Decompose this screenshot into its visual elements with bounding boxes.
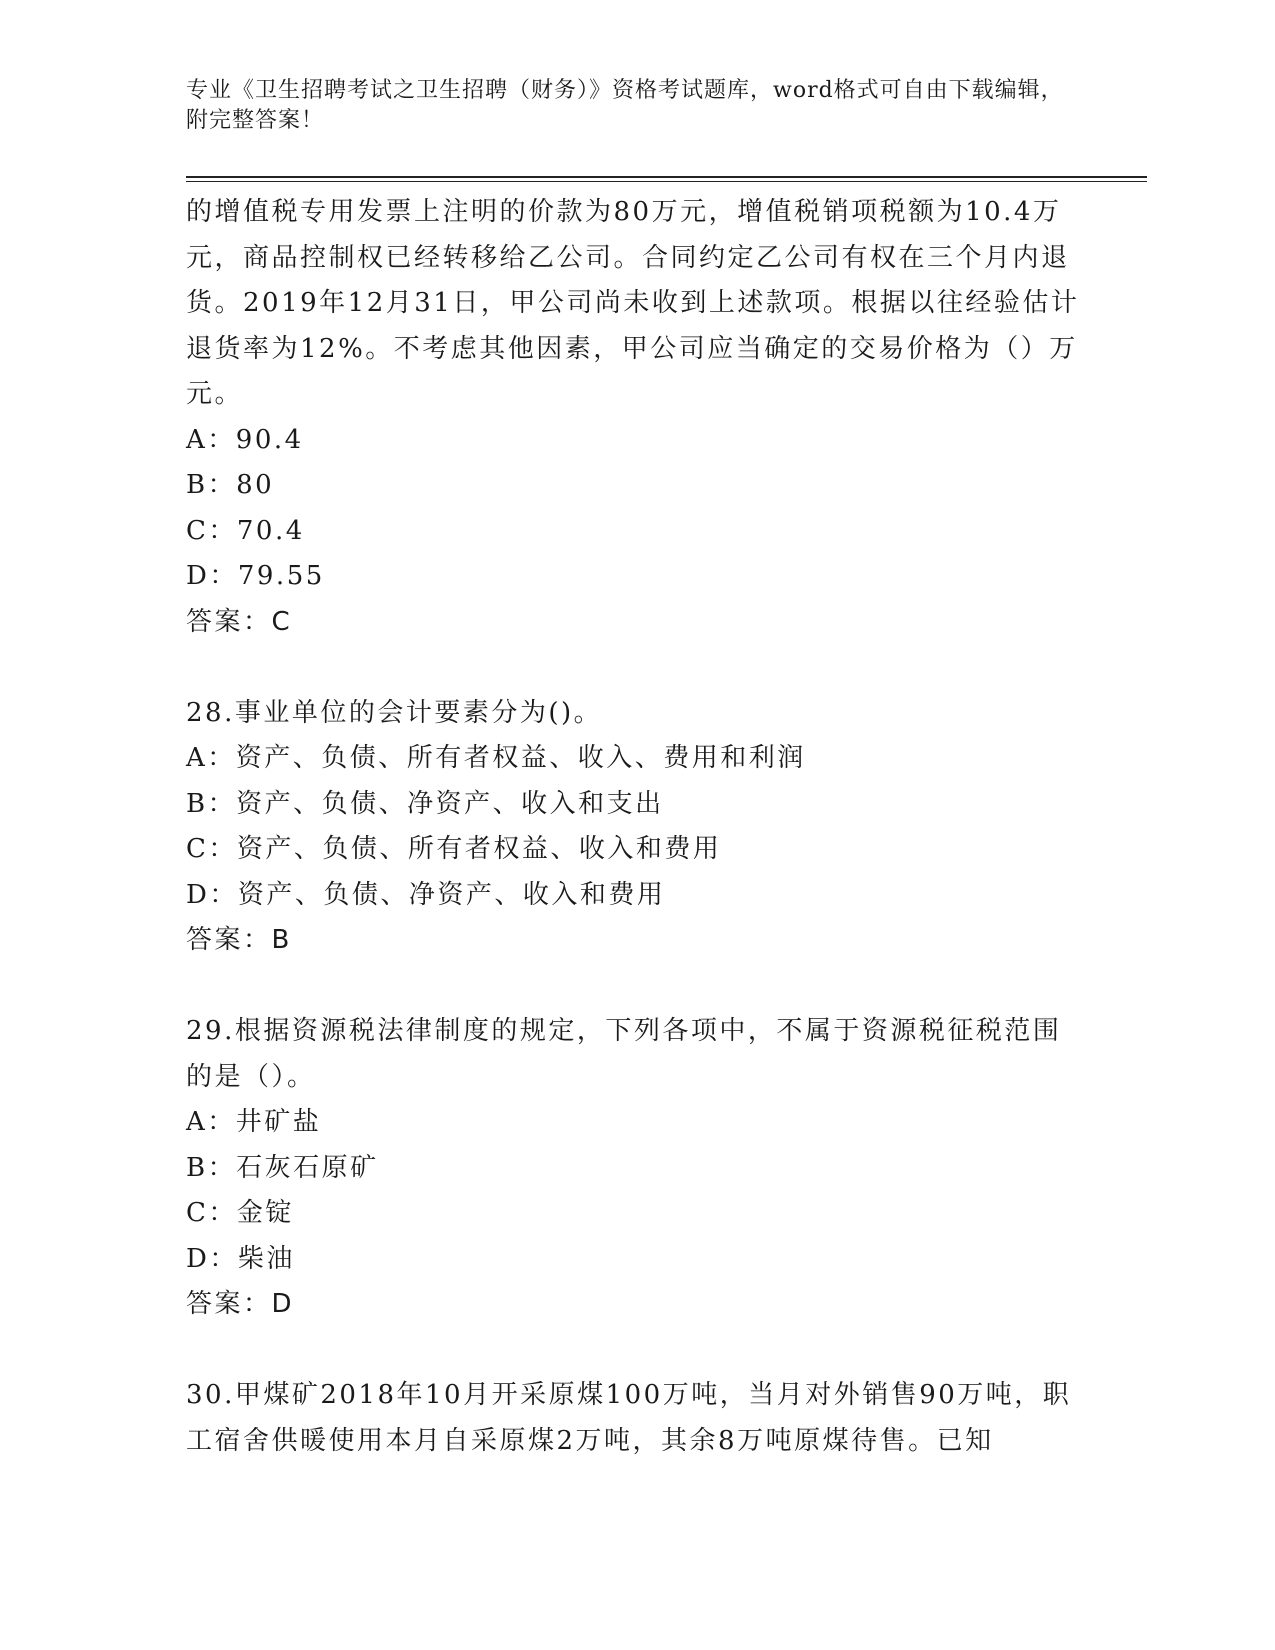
option-b: B：石灰石原矿 — [186, 1152, 379, 1183]
option-d: D：柴油 — [186, 1243, 295, 1274]
question-stem: 28.事业单位的会计要素分为()。 — [186, 697, 603, 728]
answer-line: 答案：C — [186, 606, 293, 637]
question-29 — [186, 1009, 1086, 1328]
header-rule-thin — [186, 181, 1147, 182]
question-stem: 30.甲煤矿2018年10月开采原煤100万吨，当月对外销售90万吨，职工宿舍供暖使用本月自采原煤2万吨，其余8万吨原煤待售。已知 — [186, 1380, 1072, 1456]
option-c: C：金锭 — [186, 1198, 294, 1228]
answer-line: 答案：B — [186, 925, 292, 955]
option-a: A：资产、负债、所有者权益、收入、费用和利润 — [186, 743, 806, 773]
option-b: B：80 — [186, 470, 275, 500]
option-d: D：资产、负债、净资产、收入和费用 — [186, 879, 666, 910]
header-rule — [186, 176, 1147, 178]
option-a: A：90.4 — [186, 424, 304, 455]
option-d: D：79.55 — [186, 561, 325, 591]
question-stem: 的增值税专用发票上注明的价款为80万元，增值税销项税额为10.4万元，商品控制权已经转移给乙公司。合同约定乙公司有权在三个月内退货。2019年12月31日，甲公司尚未收到上述款项。根据以往经验估计退货率为12%。不考虑其他因素，甲公司应当确定的交易价格为（）万元。 — [186, 197, 1080, 409]
question-27 — [186, 190, 1086, 645]
option-b: B：资产、负债、净资产、收入和支出 — [186, 788, 664, 819]
document-body — [186, 190, 1086, 1464]
option-c: C：资产、负债、所有者权益、收入和费用 — [186, 834, 722, 864]
option-c: C：70.4 — [186, 515, 305, 546]
document-header: 专业《卫生招聘考试之卫生招聘（财务）》资格考试题库，word格式可自由下载编辑，附完整答案！ — [186, 78, 1064, 133]
question-28 — [186, 691, 1086, 964]
option-a: A：井矿盐 — [186, 1107, 322, 1137]
question-30 — [186, 1373, 1086, 1464]
question-stem: 29.根据资源税法律制度的规定，下列各项中，不属于资源税征税范围的是（）。 — [186, 1016, 1062, 1092]
answer-line: 答案：D — [186, 1289, 295, 1319]
